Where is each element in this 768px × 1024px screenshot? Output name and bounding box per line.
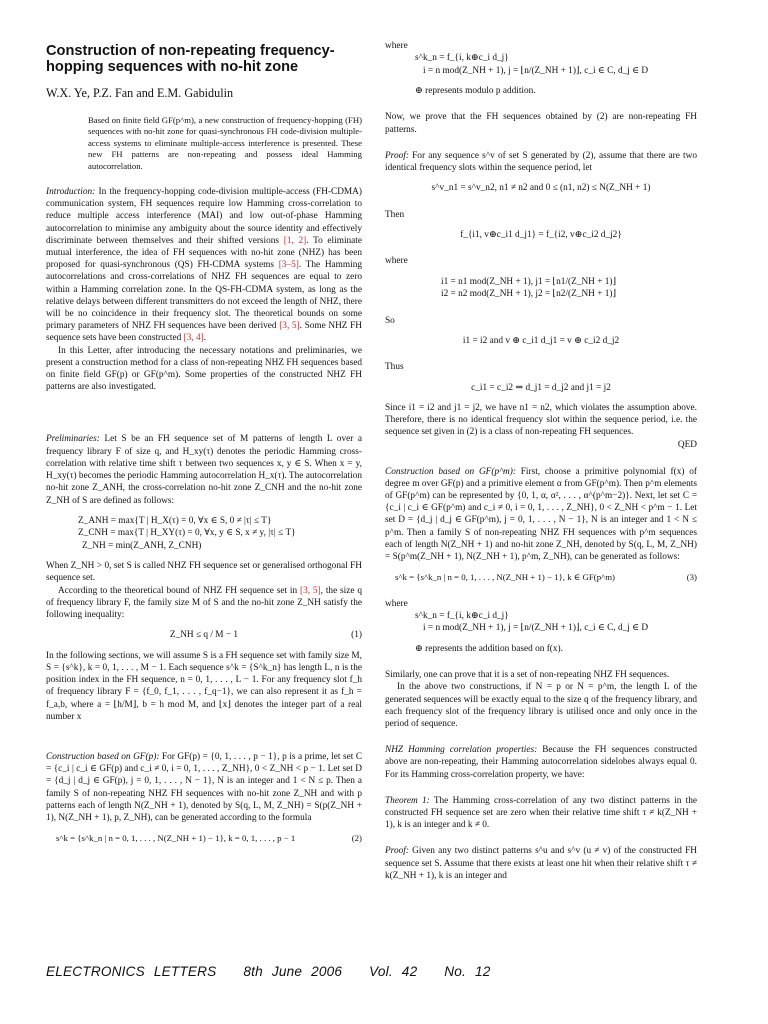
definition-z-anh: Z_ANH = max{T | H_X(τ) = 0, ∀x ∈ S, 0 ≠ |τ| ≤ T} — [78, 515, 272, 526]
nhz-paragraph — [385, 744, 697, 781]
where-label-3: where — [385, 598, 408, 609]
definition-z-cnh: Z_CNH = max{T | H_XY(τ) = 0, ∀x, y ∈ S, x ≠ y, |τ| ≤ T} — [78, 528, 296, 539]
gfp-text: For GF(p) = {0, 1, . . . , p − 1}, p is a prime, let set C = {c_i | c_i ∈ GF(p) and c_i ≠ 0, i = 0, 1, . . . , Z_NH}, 0 < Z_NH < p − 1. Let set D = {d_j | d_j ∈ GF(p), j = 0, 1, . . . , N − 1}, N is an integer and 1 < N ≤ p. Then a family S of non-repeating NHZ FH sequences with no-hit zone Z_NH and with p patterns each of length N(Z_NH + 1), denoted by S(q, L, M, Z_NH) = S(p(Z_NH + 1), N(Z_NH + 1), p, Z_NH), can be generated according to the formula — [46, 751, 363, 823]
definition-z-nh: Z_NH = min(Z_ANH, Z_CNH) — [82, 540, 202, 551]
where-line-1: s^k_n = f_{i, k⊕c_i d_j} — [415, 53, 509, 64]
proof-equation-4: i1 = i2 and v ⊕ c_i1 d_j1 = v ⊕ c_i2 d_j2 — [462, 335, 620, 346]
intro-text-c: . The Hamming autocorrelations and cross-correlations of NHZ FH sequences are equal to zero within a Hamming correlation zone. In the QS-FH-CDMA system, as long as the relative delays between different transmitters do not exceed the length of NHZ, there will be no coincidence in their frequency slot. The theoretical bounds on some primary parameters of NHZ FH sequences have been derived — [46, 260, 362, 332]
gfpm-paragraph — [385, 466, 697, 564]
prelim-paragraph-3 — [46, 585, 362, 622]
equation-3-number: (3) — [686, 572, 697, 583]
proof-text: For any sequence s^v of set S generated by (2), assume that there are two identical frequency slots within the sequence period, let — [385, 150, 697, 174]
prelim-text: Let S be an FH sequence set of M patterns of length L over a frequency library F of size q, and H_xy(τ) denotes the periodic Hamming cross-correlation with relative time shift τ between two sequences x, y ∈ S. When x = y, H_xy(τ) becomes the periodic Hamming autocorrelation H_x(τ). The autocorrelation no-hit zone Z_ANH, the cross-correlation no-hit zone Z_CNH and the no-hit zone Z_NH of S are defined as follows: — [46, 434, 362, 506]
proof-paragraph — [385, 150, 697, 174]
equation-1 — [46, 629, 362, 642]
right-column — [385, 40, 697, 882]
volume: Vol. 42 — [369, 964, 418, 979]
now-paragraph: Now, we prove that the FH sequences obtained by (2) are non-repeating FH patterns. — [385, 112, 697, 135]
article-title: Construction of non-repeating frequency-hopping sequences with no-hit zone — [46, 43, 335, 75]
oplus-note-2: ⊕ represents the addition based on f(x). — [415, 643, 563, 654]
equation-2-number: (2) — [351, 833, 362, 844]
proof2-text: Given any two distinct patterns s^u and s^v (u ≠ v) of the constructed FH sequence set S. Assume that there exists at least one hit when their relative shift τ ≠ k(Z_NH + 1), k is an integer and — [385, 846, 698, 881]
equation-3 — [385, 571, 697, 584]
equation-2 — [46, 832, 362, 845]
proof2-label: Proof: — [385, 846, 409, 857]
citation-link[interactable]: [1, 2] — [283, 235, 307, 246]
theorem-label: Theorem 1: — [385, 795, 430, 806]
then-label: Then — [385, 209, 405, 220]
gfp-paragraph — [46, 751, 362, 824]
citation-link[interactable]: [3, 4] — [183, 333, 204, 344]
abstract: Based on finite field GF(p^m), a new construction of frequency-hopping (FH) sequences with no-hit zone for quasi-synchronous FH code-division multiple-access systems to eliminate multiple-access interference is presented. These new FH patterns are non-repeating and possess ideal Hamming autocorrelation. — [88, 115, 362, 171]
oplus-note-1: ⊕ represents modulo p addition. — [415, 86, 536, 97]
theorem-paragraph — [385, 795, 697, 832]
citation-link[interactable]: [3, 5] — [300, 585, 321, 596]
intro-text-e: . — [203, 333, 207, 344]
issue-date: 8th June 2006 — [243, 964, 343, 979]
gfpm-text: First, choose a primitive polynomial f(x) of degree m over GF(p) and a primitive element α from GF(p^m). Then p^m elements of GF(p^m) can be represented by {0, 1, α, α², . . . , α^(p^m−2)}. Next, let set C = {c_i | c_i ∈ GF(p^m) and c_i ≠ 0, i = 0, 1, . . . , Z_NH}, 0 < Z_NH < p^m − 1. Let set D = {d_j | d_j ∈ GF(p^m), j = 0, 1, . . . , N − 1}, N is an integer and 1 < N ≤ p^m. Then a family S of non-repeating NHZ FH sequences with p^m sequences each of length N(Z_NH + 1) and no-hit zone Z_NH, denoted by S(q, L, M, Z_NH) = S(p^m(Z_NH + 1), N(Z_NH + 1), p^m, Z_NH), can be generated as follows: — [385, 466, 698, 563]
intro-heading: Introduction: — [46, 187, 96, 198]
equation-1-number: (1) — [351, 630, 362, 641]
proof-equation-2: f_{i1, v⊕c_i1 d_j1} = f_{i2, v⊕c_i2 d_j2} — [460, 229, 622, 240]
citation-link[interactable]: [3, 5] — [279, 321, 300, 332]
since-paragraph: Since i1 = i2 and j1 = j2, we have n1 = n2, which violates the assumption above. Therefore, there is no identical frequency slot within the sequence period, i.e. the sequence set given in (2) is a class of non-repeating FH sequences. — [385, 403, 697, 438]
proof-equation-3b: i2 = n2 mod(Z_NH + 1), j2 = ⌊n2/(Z_NH + 1)⌋ — [441, 289, 617, 300]
citation-link[interactable]: [3–5] — [278, 260, 299, 271]
issue-number: No. 12 — [444, 964, 491, 979]
where-line-3: s^k_n = f_{i, k⊕c_i d_j} — [415, 610, 509, 621]
proof-equation-1: s^v_n1 = s^v_n2, n1 ≠ n2 and 0 ≤ (n1, n2) ≤ N(Z_NH + 1) — [431, 183, 651, 194]
intro-text-a: In the frequency-hopping code-division multiple-access (FH-CDMA) communication system, FH sequences require low Hamming cross-correlation to reduce multiple access interference (MAI) and low out-of-phase Hamming autocorrelation to minimise any ambiguity about the source identity and effectively discriminate between themselves and their shifted versions — [46, 187, 362, 246]
gfpm-heading: Construction based on GF(p^m): — [385, 466, 516, 477]
journal-footer — [46, 964, 706, 979]
prelim-paragraph-2: When Z_NH > 0, set S is called NHZ FH sequence set or generalised orthogonal FH sequence set. — [46, 561, 362, 584]
qed-mark: QED — [677, 439, 697, 450]
journal-name: ELECTRONICS LETTERS — [46, 964, 217, 979]
nhz-heading: NHZ Hamming correlation properties: — [385, 745, 538, 756]
where-label: where — [385, 41, 408, 51]
equation-2-body: s^k = {s^k_n | n = 0, 1, . . . , N(Z_NH + 1) − 1}, k = 0, 1, . . . , p − 1 — [56, 833, 296, 844]
proof-equation-5: c_i1 = c_i2 ⇒ d_j1 = d_j2 and j1 = j2 — [471, 382, 611, 393]
intro-text-d: . Some NHZ FH sequence sets have been constructed — [46, 321, 362, 344]
intro-paragraph-1 — [46, 186, 362, 345]
prelim-text-a: According to the theoretical bound of NHZ FH sequence set in — [58, 585, 298, 596]
theorem-text: The Hamming cross-correlation of any two distinct patterns in the constructed FH sequence set are zero when their relative time shift τ ≠ k(Z_NH + 1), k is an integer and k ≠ 0. — [385, 795, 698, 831]
thus-label: Thus — [385, 362, 404, 373]
equation-3-body: s^k = {s^k_n | n = 0, 1, . . . , N(Z_NH + 1) − 1}, k ∈ GF(p^m) — [395, 572, 615, 583]
so-label: So — [385, 315, 395, 326]
proof-equation-3a: i1 = n1 mod(Z_NH + 1), j1 = ⌊n1/(Z_NH + 1)⌋ — [441, 276, 617, 287]
where-label-2: where — [385, 256, 408, 267]
prelim-text-b: , the size q of frequency library F, the family size M of S and the no-hit zone Z_NH satisfy the following inequality: — [46, 585, 362, 621]
prelim-paragraph-4: In the following sections, we will assume S is a FH sequence set with family size M, S = {s^k}, k = 0, 1, . . . , M − 1. Each sequence s^k = {S^k_n} has length L, n is the position index in the FH sequence, n = 0, 1, . . . , L − 1. For any frequency slot f_h of frequency library F = {f_0, f_1, . . . , f_q−1}, we can also represent it as f_h = f_a,b, where a = ⌊h/M⌋, b = h mod M, and ⌊x⌋ denotes the integer part of a real number x — [46, 650, 362, 722]
authors: W.X. Ye, P.Z. Fan and E.M. Gabidulin — [46, 86, 234, 100]
intro-paragraph-2: In this Letter, after introducing the necessary notations and preliminaries, we present a construction method for a class of non-repeating NHZ FH sequences based on finite field GF(p) or GF(p^m). Some properties of the constructed NHZ FH patterns are also investigated. — [46, 345, 362, 393]
prelim-paragraph-1 — [46, 433, 362, 506]
above-paragraph: In the above two constructions, if N = p or N = p^m, the length L of the generated sequences will be exactly equal to the size q of the frequency library, and each frequency slot of the frequency library is utilised once and only once in the period of sequence. — [385, 682, 697, 729]
equation-1-body: Z_NH ≤ q / M − 1 — [169, 630, 239, 641]
similarly-paragraph: Similarly, one can prove that it is a set of non-repeating NHZ FH sequences. — [385, 670, 670, 681]
prelim-heading: Preliminaries: — [46, 434, 100, 445]
left-column — [46, 40, 362, 845]
proof2-paragraph — [385, 845, 697, 882]
gfp-heading: Construction based on GF(p): — [46, 751, 160, 762]
intro-text-b: . To eliminate mutual interference, the idea of FH sequences with no-hit zone (NHZ) has been proposed for quasi-synchronous (QS) FH-CDMA systems — [46, 235, 363, 271]
proof-label: Proof: — [385, 150, 409, 161]
where-line-2: i = n mod(Z_NH + 1), j = ⌊n/(Z_NH + 1)⌋, c_i ∈ C, d_j ∈ D — [423, 65, 649, 76]
where-line-4: i = n mod(Z_NH + 1), j = ⌊n/(Z_NH + 1)⌋, c_i ∈ C, d_j ∈ D — [423, 623, 649, 634]
nhz-text: Because the FH sequences constructed above are non-repeating, their Hamming autocorrelation sidelobes always equal 0. For its Hamming cross-correlation property, we have: — [385, 745, 697, 780]
